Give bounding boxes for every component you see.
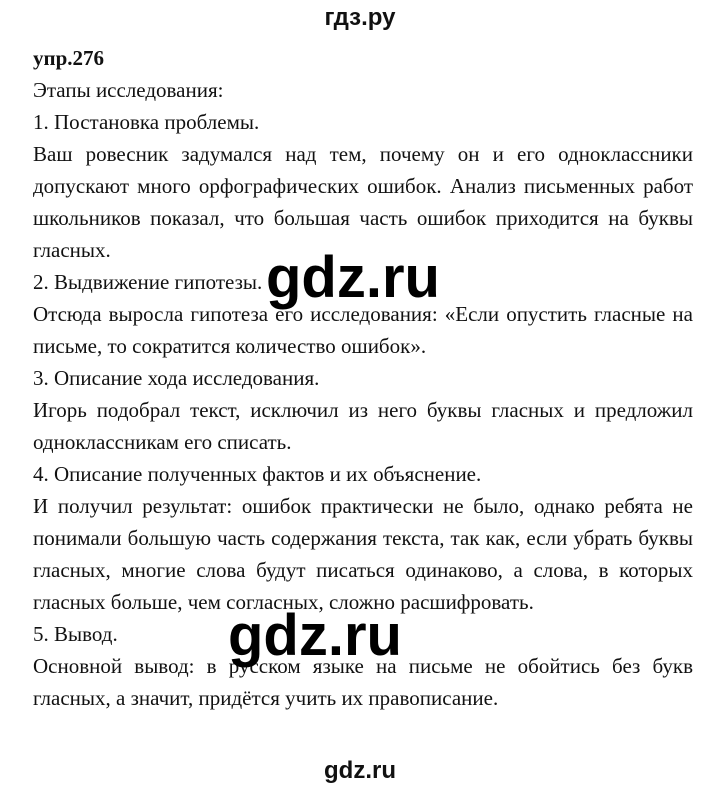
step-heading-1: 1. Постановка проблемы. [33, 110, 260, 134]
site-footer-link[interactable]: gdz.ru [324, 757, 396, 784]
exercise-subtitle: Этапы исследования: [33, 78, 224, 102]
watermark-logo: gdz.ru [228, 603, 402, 668]
watermark-logo: gdz.ru [266, 245, 440, 310]
exercise-title: упр.276 [33, 46, 105, 70]
step-heading-3: 3. Описание хода исследования. [33, 366, 320, 390]
step-heading-2: 2. Выдвижение гипотезы. [33, 270, 263, 294]
step-text-2: Отсюда выросла гипотеза его исследования: «Если опустить гласные на письме, то сократится количество ошибок». [33, 302, 693, 358]
step-heading-5: 5. Вывод. [33, 622, 118, 646]
step-text-4: И получил результат: ошибок практически не было, однако ребята не понимали большую часть содержания текста, так как, если убрать буквы гласных, многие слова будут писаться одинаково, а слова, в которых гласных больше, чем согласных, сложно расшифровать. [33, 494, 693, 614]
step-text-5: Основной вывод: в русском языке на письме не обойтись без букв гласных, а значит, придётся учить их правописание. [33, 654, 693, 710]
step-text-1: Ваш ровесник задумался над тем, почему он и его одноклассники допускают много орфографических ошибок. Анализ письменных работ школьников показал, что большая часть ошибок приходится на буквы гласных. [33, 142, 693, 262]
step-text-3: Игорь подобрал текст, исключил из него буквы гласных и предложил одноклассникам его списать. [33, 398, 693, 454]
step-heading-4: 4. Описание полученных фактов и их объяснение. [33, 462, 482, 486]
site-header-title: гдз.ру [324, 4, 396, 31]
